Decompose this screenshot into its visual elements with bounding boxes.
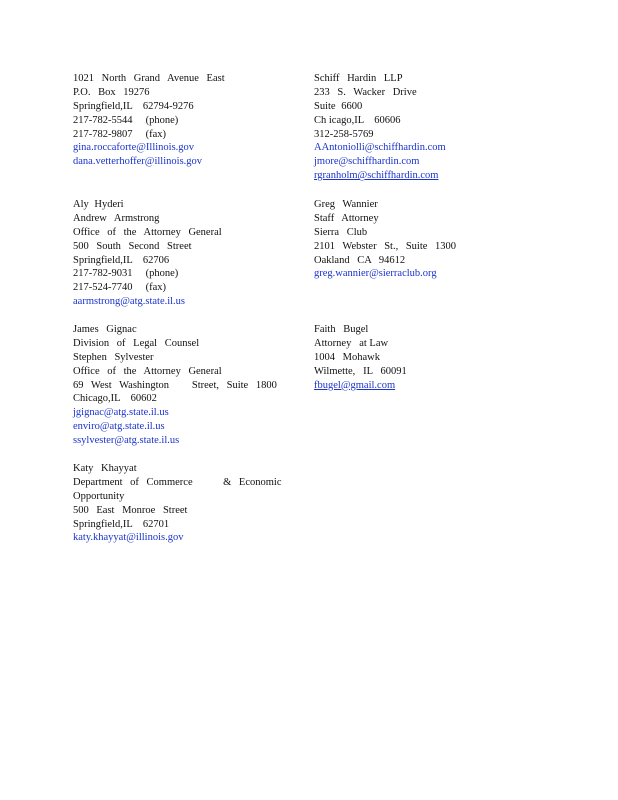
division-line: Division of Legal Counsel <box>73 337 200 349</box>
fax-line: 217-782-9807 (fax) <box>73 128 167 140</box>
organization-line: Sierra Club <box>314 226 368 238</box>
title-line: Attorney at Law <box>314 337 389 349</box>
address-line: Ch icago,IL 60606 <box>314 114 401 126</box>
address-line: 1004 Mohawk <box>314 351 380 363</box>
email-link[interactable]: jmore@schiffhardin.com <box>314 156 420 168</box>
address-line: Oakland CA 94612 <box>314 254 406 266</box>
email-link[interactable]: rgranholm@schiffhardin.com <box>314 170 439 182</box>
email-link[interactable]: enviro@atg.state.il.us <box>73 421 165 433</box>
phone-line: 217-782-5544 (phone) <box>73 114 179 126</box>
email-link[interactable]: greg.wannier@sierraclub.org <box>314 268 437 280</box>
address-line: 69 West Washington Street, Suite 1800 <box>73 379 277 391</box>
email-link[interactable]: fbugel@gmail.com <box>314 379 396 391</box>
email-link[interactable]: dana.vetterhoffer@illinois.gov <box>73 156 203 168</box>
email-link[interactable]: AAntoniolli@schiffhardin.com <box>314 142 446 154</box>
email-link[interactable]: katy.khayyat@illinois.gov <box>73 532 184 544</box>
email-link[interactable]: gina.roccaforte@Illinois.gov <box>73 142 195 154</box>
address-line: Springfield,IL 62706 <box>73 254 170 266</box>
address-line: Suite 6600 <box>314 100 363 112</box>
address-line: 500 East Monroe Street <box>73 504 188 516</box>
address-line: Wilmette, IL 60091 <box>314 365 407 377</box>
email-link[interactable]: jgignac@atg.state.il.us <box>73 407 169 419</box>
contact-block-6 <box>314 323 407 392</box>
office-line: Office of the Attorney General <box>73 226 222 238</box>
address-line: Springfield,IL 62794-9276 <box>73 100 194 112</box>
contact-name: Greg Wannier <box>314 199 378 210</box>
address-line: 500 South Second Street <box>73 240 192 252</box>
email-link[interactable]: aarmstrong@atg.state.il.us <box>73 296 186 308</box>
email-link[interactable]: ssylvester@atg.state.il.us <box>73 435 180 447</box>
address-line: 233 S. Wacker Drive <box>314 86 417 98</box>
department-line: Opportunity <box>73 490 125 502</box>
contact-block-7 <box>73 462 282 545</box>
contact-name: Stephen Sylvester <box>73 351 154 363</box>
contact-name: Aly Hyderi <box>73 199 124 210</box>
firm-name: Schiff Hardin LLP <box>314 73 403 84</box>
contact-block-4 <box>314 198 456 281</box>
contact-block-3 <box>73 198 222 309</box>
contact-block-5 <box>73 323 277 448</box>
phone-line: 312-258-5769 <box>314 128 374 140</box>
contact-name: Faith Bugel <box>314 324 369 335</box>
title-line: Staff Attorney <box>314 212 379 224</box>
contact-name: Andrew Armstrong <box>73 212 160 224</box>
fax-line: 217-524-7740 (fax) <box>73 282 167 294</box>
phone-line: 217-782-9031 (phone) <box>73 268 179 280</box>
contact-block-2 <box>314 72 458 183</box>
address-line: 1021 North Grand Avenue East <box>73 73 225 84</box>
address-line: Chicago,IL 60602 <box>73 393 157 405</box>
address-line: Springfield,IL 62701 <box>73 518 170 530</box>
office-line: Office of the Attorney General <box>73 365 222 377</box>
contact-block-1 <box>73 72 225 169</box>
contact-name: James Gignac <box>73 324 137 335</box>
department-line: Department of Commerce & Economic <box>73 476 282 488</box>
address-line: 2101 Webster St., Suite 1300 <box>314 240 457 252</box>
address-line: P.O. Box 19276 <box>73 86 150 98</box>
contact-name: Katy Khayyat <box>73 463 137 474</box>
